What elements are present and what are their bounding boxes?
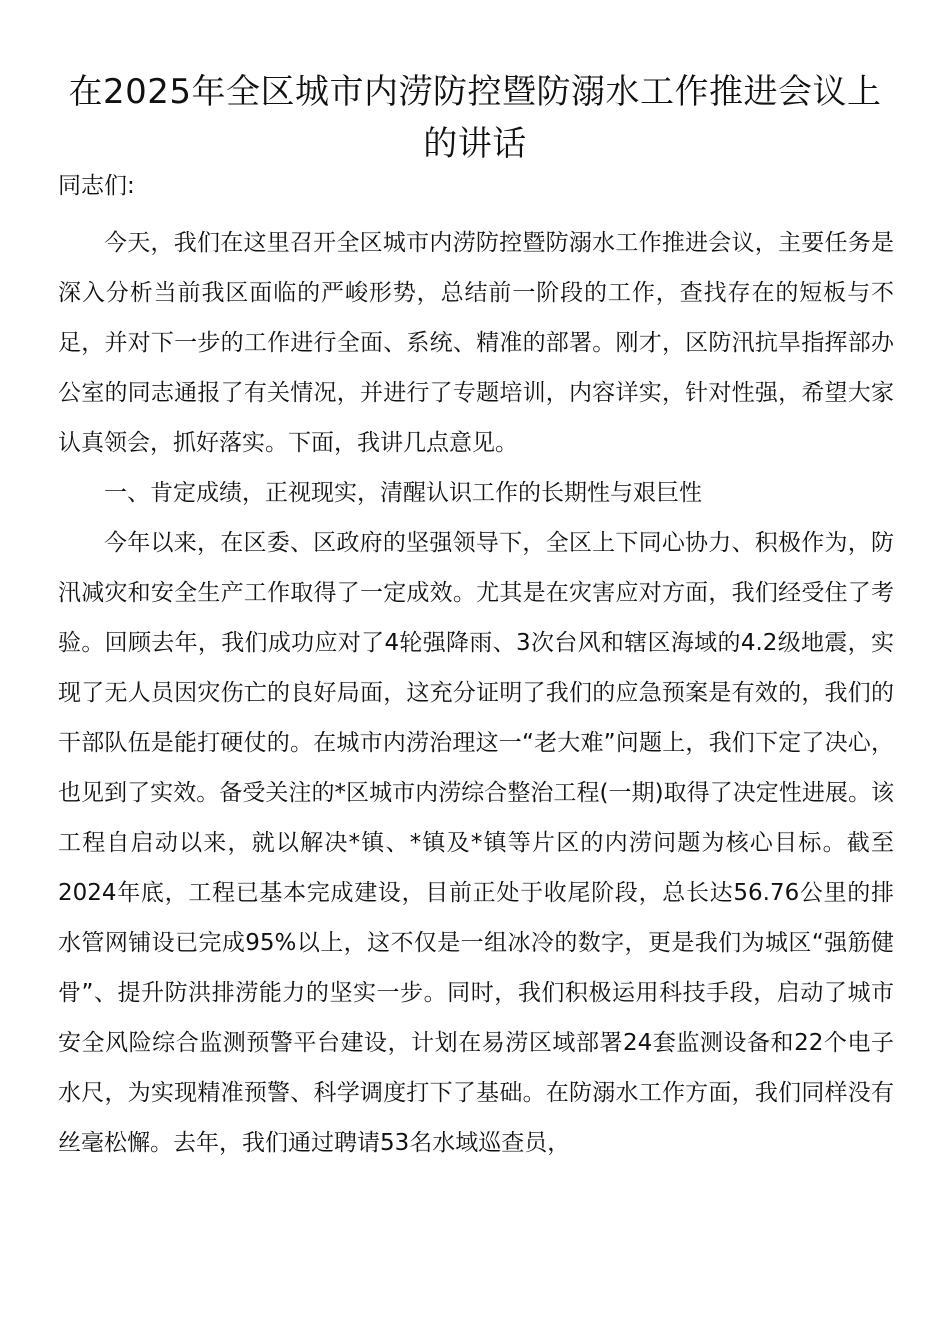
section-paragraph: 今年以来，在区委、区政府的坚强领导下，全区上下同心协力、积极作为，防汛减灾和安全生产工作取得了一定成效。尤其是在灾害应对方面，我们经受住了考验。回顾去年，我们成功应对了4轮强降雨、3次台风和辖区海域的4.2级地震，实现了无人员因灾伤亡的良好局面，这充分证明了我们的应急预案是有效的，我们的干部队伍是能打硬仗的。在城市内涝治理这一“老大难”问题上，我们下定了决心，也见到了实效。备受关注的*区城市内涝综合整治工程(一期)取得了决定性进展。该工程自启动以来，就以解决*镇、*镇及*镇等片区的内涝问题为核心目标。截至2024年底，工程已基本完成建设，目前正处于收尾阶段，总长达56.76公里的排水管网铺设已完成95%以上，这不仅是一组冰冷的数字，更是我们为城区“强筋健骨”、提升防洪排涝能力的坚实一步。同时，我们积极运用科技手段，启动了城市安全风险综合监测预警平台建设，计划在易涝区域部署24套监测设备和22个电子水尺，为实现精准预警、科学调度打下了基础。在防溺水工作方面，我们同样没有丝毫松懈。去年，我们通过聘请53名水域巡查员， [58, 530, 894, 1156]
salutation: 同志们: [58, 173, 135, 199]
document-body [58, 168, 894, 1168]
document-title: 在2025年全区城市内涝防控暨防溺水工作推进会议上的讲话 [68, 72, 882, 164]
section-heading: 一、肯定成绩，正视现实，清醒认识工作的长期性与艰巨性 [104, 480, 702, 506]
intro-paragraph: 今天，我们在这里召开全区城市内涝防控暨防溺水工作推进会议，主要任务是深入分析当前我区面临的严峻形势，总结前一阶段的工作，查找存在的短板与不足，并对下一步的工作进行全面、系统、精准的部署。刚才，区防汛抗旱指挥部办公室的同志通报了有关情况，并进行了专题培训，内容详实，针对性强，希望大家认真领会，抓好落实。下面，我讲几点意见。 [58, 230, 894, 456]
